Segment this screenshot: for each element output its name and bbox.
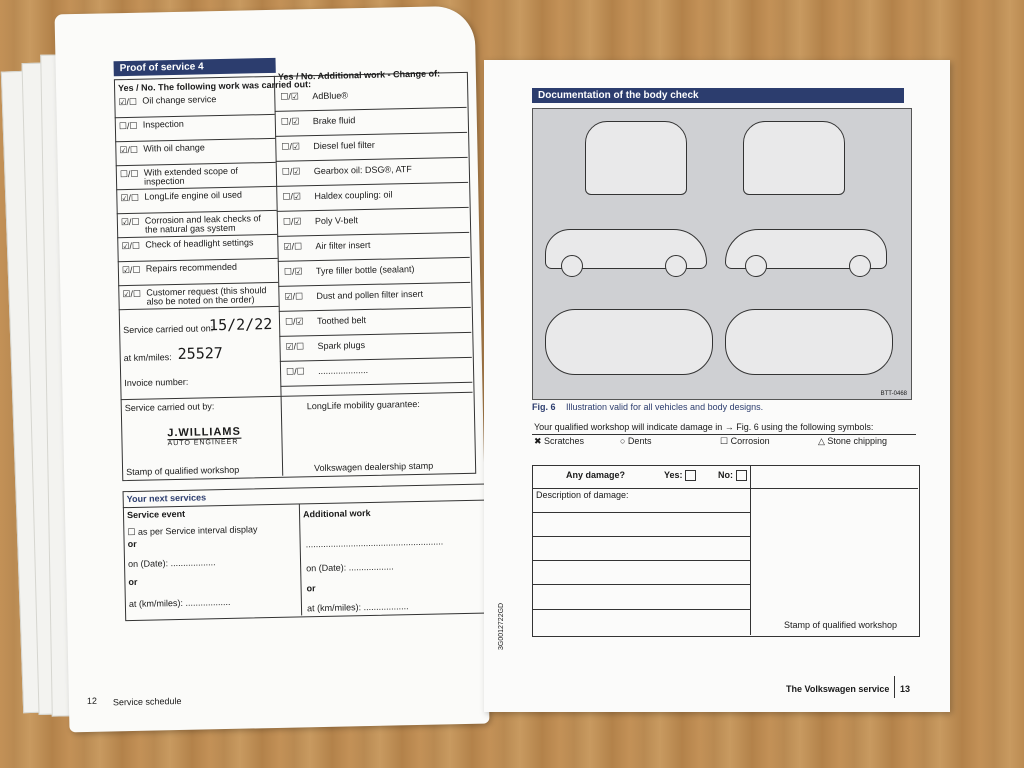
right-item-label: Tyre filler bottle (sealant)	[315, 263, 415, 277]
right-col-header: Yes / No. Additional work - Change of:	[277, 68, 441, 82]
figure-code: BTT-0468	[880, 391, 907, 397]
left-item-checkbox[interactable]: ☑/☐	[120, 192, 140, 204]
left-page-number: 12	[86, 695, 98, 706]
left-item-label: Check of headlight settings	[145, 237, 254, 250]
service-date-value: 15/2/22	[208, 314, 273, 335]
wheel	[745, 255, 767, 277]
right-item-label: Diesel fuel filter	[313, 139, 375, 152]
left-item-label: Oil change service	[142, 94, 217, 106]
yes-label: Yes:	[664, 470, 683, 480]
fig-text: Illustration valid for all vehicles and body designs.	[566, 402, 764, 412]
km-label: at km/miles:	[123, 352, 172, 364]
stamp-name: J.WILLIAMS	[167, 425, 241, 440]
proof-title: Proof of service 4	[114, 58, 276, 76]
left-item-label: Customer request (this should also be noted on the order)	[146, 285, 267, 307]
right-item-label: Toothed belt	[316, 315, 367, 327]
left-item-checkbox[interactable]: ☑/☐	[119, 144, 139, 156]
right-item-checkbox[interactable]: ☐/☑	[281, 141, 301, 152]
any-damage-label: Any damage?	[566, 470, 626, 480]
right-page	[484, 60, 950, 712]
right-item-label: Spark plugs	[317, 340, 366, 352]
right-item-checkbox[interactable]: ☑/☐	[285, 341, 305, 352]
left-item-label: With extended scope of inspection	[143, 165, 239, 187]
left-item-label: Repairs recommended	[145, 261, 238, 274]
right-item-label: Haldex coupling: oil	[314, 189, 393, 202]
right-item-label: Gearbox oil: DSG®, ATF	[313, 164, 412, 177]
wheel	[561, 255, 583, 277]
or-text: or	[128, 576, 138, 588]
right-item-checkbox[interactable]: ☐/☑	[283, 266, 303, 277]
symbol-scratches: ✖ Scratches	[534, 436, 585, 446]
right-item-checkbox[interactable]: ☐/☑	[282, 191, 302, 202]
right-item-checkbox[interactable]: ☑/☐	[283, 241, 303, 252]
on-date-right: on (Date): ..................	[306, 561, 394, 574]
right-item-checkbox[interactable]: ☐/☑	[282, 216, 302, 227]
symbol-dents: ○ Dents	[620, 436, 652, 446]
body-check-title: Documentation of the body check	[532, 88, 904, 103]
left-item-checkbox[interactable]: ☑/☐	[118, 96, 138, 108]
wheel	[665, 255, 687, 277]
car-underside-view	[725, 309, 893, 375]
car-front-view	[743, 121, 845, 195]
service-event-header: Service event	[126, 508, 186, 521]
right-item-checkbox[interactable]: ☐/☑	[284, 316, 304, 327]
left-item-label: Corrosion and leak checks of the natural gas system	[144, 213, 262, 235]
right-item-checkbox[interactable]: ☑/☐	[284, 291, 304, 302]
dots-line: .......................................................	[305, 536, 444, 550]
workshop-stamp-label: Stamp of qualified workshop	[784, 620, 898, 630]
left-item-label: LongLife engine oil used	[144, 189, 243, 202]
fig-caption: Fig. 6	[532, 402, 556, 412]
left-section: Service schedule	[112, 695, 182, 708]
on-date-left: on (Date): ..................	[127, 557, 216, 570]
yes-checkbox[interactable]	[685, 470, 696, 481]
right-item-checkbox[interactable]: ☐/☑	[280, 116, 300, 127]
symbol-stone-chipping: △ Stone chipping	[818, 436, 887, 446]
no-checkbox[interactable]	[736, 470, 747, 481]
left-item-label: With oil change	[143, 142, 205, 154]
or-text: or	[306, 583, 316, 594]
right-item-checkbox[interactable]: ☐/☐	[285, 366, 305, 377]
next-services-title: Your next services	[126, 492, 207, 505]
wheel	[849, 255, 871, 277]
instruction-text: Your qualified workshop will indicate damage in → Fig. 6 using the following symbols:	[534, 422, 874, 432]
stamp-sub: AUTO ENGINEER	[167, 438, 239, 448]
left-item-checkbox[interactable]: ☑/☐	[120, 216, 140, 228]
left-col-header: Yes / No. The following work was carried out:	[117, 79, 312, 94]
car-top-view	[545, 309, 713, 375]
vehicle-diagram	[532, 108, 912, 400]
km-value: 25527	[177, 344, 223, 363]
or-text: or	[127, 538, 137, 550]
interval-display: ☐ as per Service interval display	[127, 524, 258, 538]
left-item-label: Inspection	[142, 118, 184, 130]
right-page-number: 13	[900, 684, 911, 694]
right-item-label: ....................	[317, 364, 369, 377]
right-item-checkbox[interactable]: ☐/☑	[281, 166, 301, 177]
left-page	[55, 6, 490, 733]
no-label: No:	[718, 470, 733, 480]
left-item-checkbox[interactable]: ☑/☐	[121, 264, 141, 276]
right-item-label: AdBlue®	[312, 90, 349, 102]
mobility-label: LongLife mobility guarantee:	[306, 398, 420, 412]
right-item-label: Poly V-belt	[314, 215, 359, 227]
left-item-checkbox[interactable]: ☐/☐	[118, 120, 138, 132]
car-rear-view	[585, 121, 687, 195]
stamp-qualified: Stamp of qualified workshop	[126, 464, 240, 478]
left-item-checkbox[interactable]: ☑/☐	[121, 240, 141, 252]
at-km-right: at (km/miles): ..................	[306, 601, 409, 614]
dealer-stamp: Volkswagen dealership stamp	[313, 460, 434, 474]
right-item-label: Dust and pollen filter insert	[316, 288, 424, 302]
left-item-checkbox[interactable]: ☐/☐	[119, 168, 139, 180]
left-item-checkbox[interactable]: ☑/☐	[122, 288, 142, 300]
carried-by-label: Service carried out by:	[124, 401, 215, 414]
right-item-label: Air filter insert	[315, 239, 371, 252]
right-item-label: Brake fluid	[312, 115, 356, 127]
damage-description-label: Description of damage:	[536, 490, 629, 500]
symbol-corrosion: ☐ Corrosion	[720, 436, 770, 446]
additional-work-header: Additional work	[302, 507, 371, 520]
right-item-checkbox[interactable]: ☐/☑	[280, 91, 300, 102]
at-km-left: at (km/miles): ..................	[128, 596, 231, 610]
service-date-label: Service carried out on:	[123, 323, 214, 336]
brand-footer: The Volkswagen service	[786, 684, 890, 694]
document-code: 3G0012722GD	[498, 602, 505, 650]
invoice-label: Invoice number:	[124, 376, 189, 389]
